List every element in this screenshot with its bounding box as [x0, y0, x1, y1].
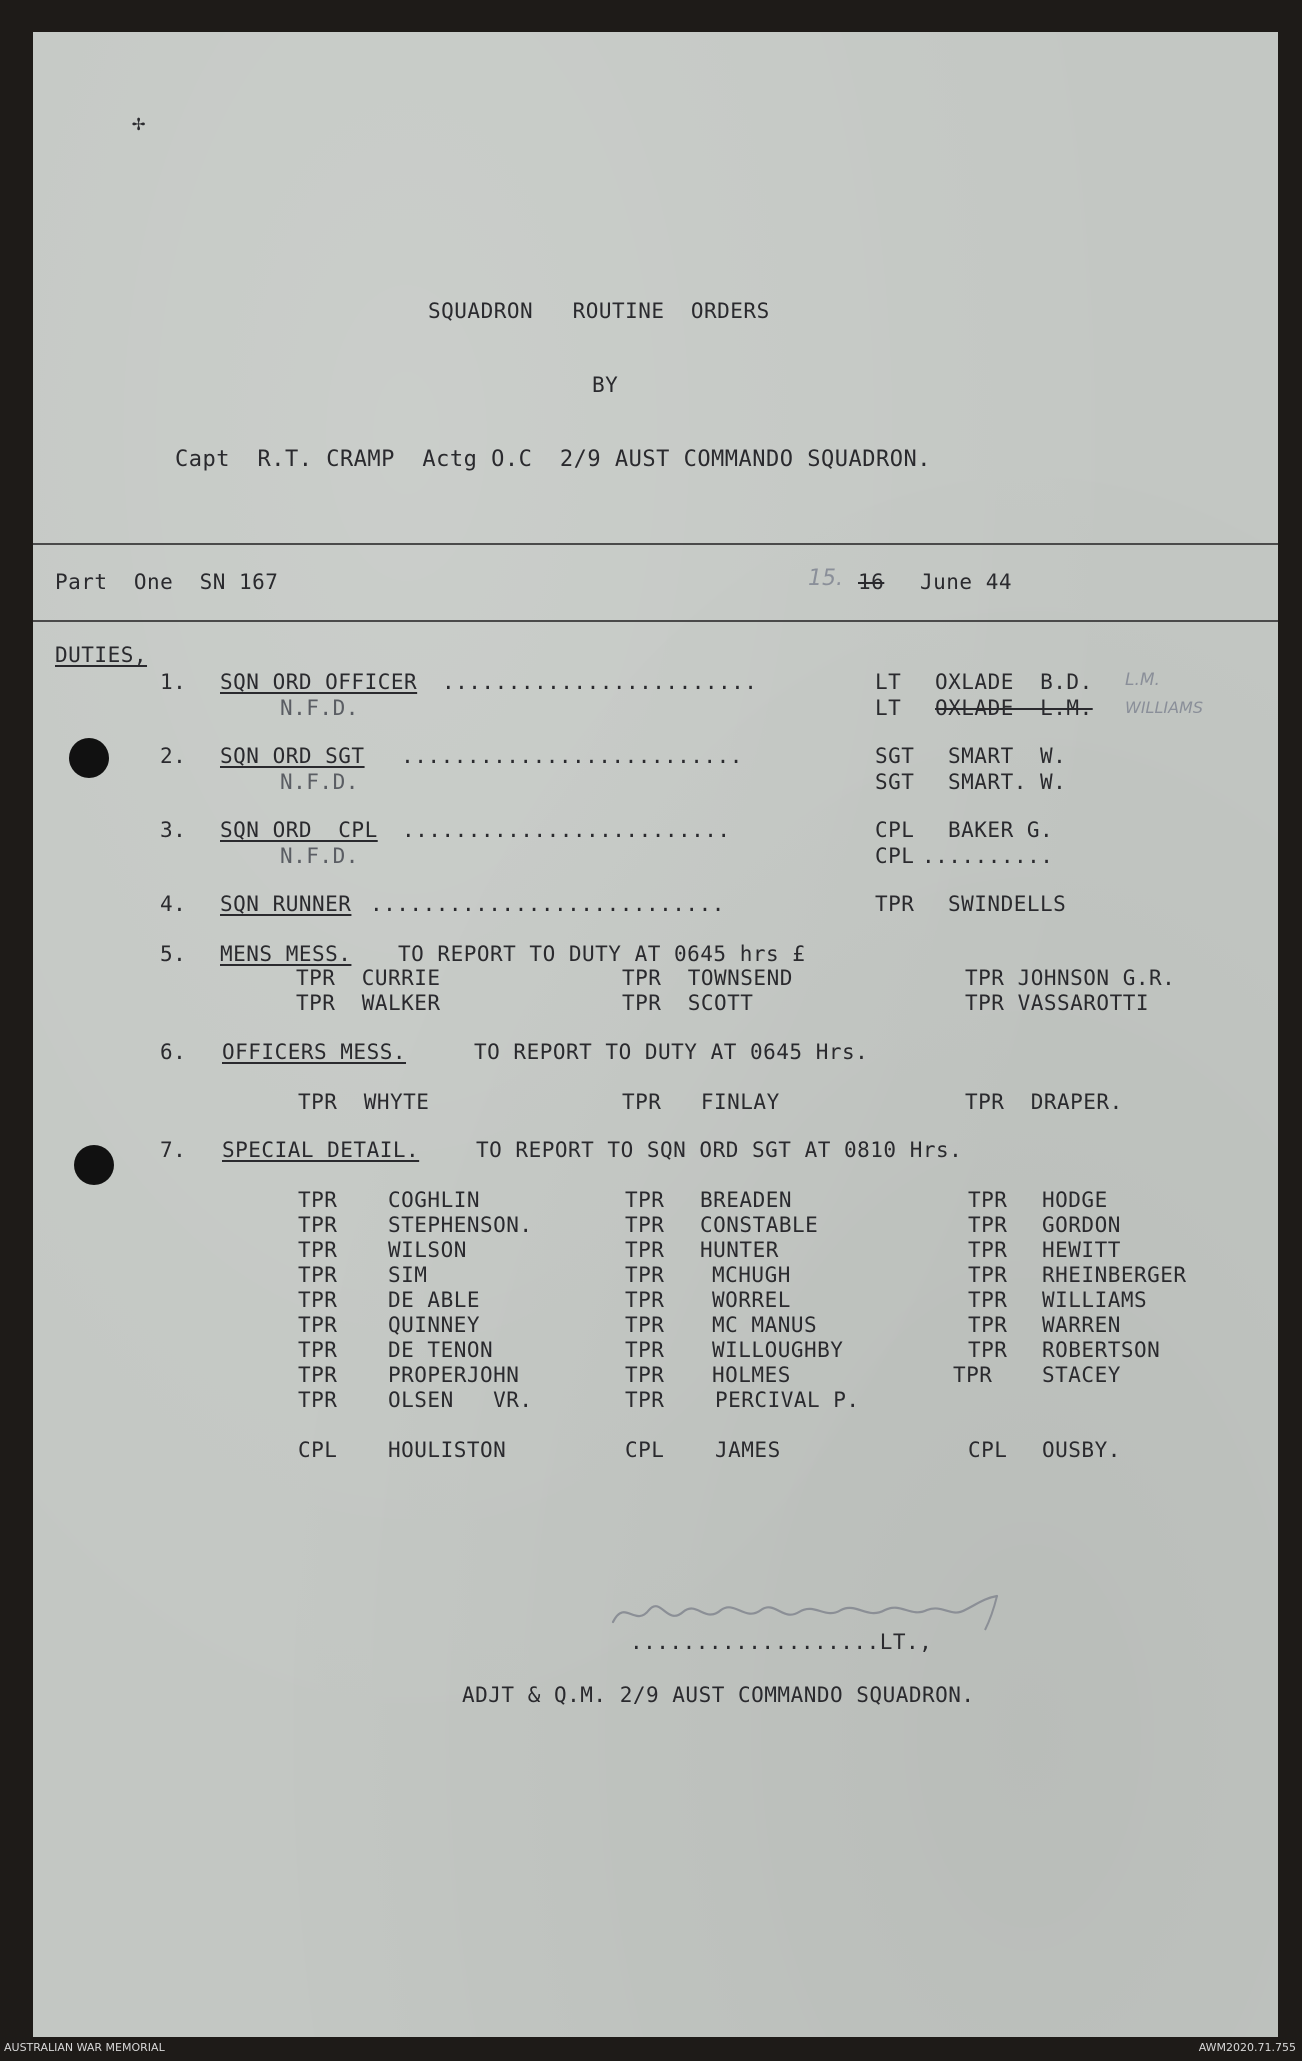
roster-name: CONSTABLE	[700, 1213, 819, 1237]
roster-rank: TPR	[298, 1263, 338, 1287]
signature-line: ...................LT.,	[630, 1630, 933, 1654]
roster-rank: TPR	[625, 1388, 665, 1412]
duties-heading: DUTIES,	[55, 643, 148, 667]
duty-number: 2.	[160, 744, 187, 768]
punch-hole	[74, 1145, 114, 1185]
roster-name: WILLOUGHBY	[712, 1338, 844, 1362]
roster-rank: TPR	[625, 1263, 665, 1287]
nfd-label: N.F.D.	[280, 696, 359, 720]
duty-instruction: TO REPORT TO DUTY AT 0645 hrs £	[398, 942, 806, 966]
nfd-rank: LT	[875, 696, 902, 720]
roster-name: MC MANUS	[712, 1313, 818, 1337]
roster-rank: TPR	[298, 1388, 338, 1412]
roster-name: WILLIAMS	[1042, 1288, 1148, 1312]
roster-rank: TPR	[298, 1288, 338, 1312]
roster-rank: TPR	[968, 1238, 1008, 1262]
nfd-rank: CPL	[875, 844, 915, 868]
roster-rank: TPR	[625, 1363, 665, 1387]
nfd-name: SMART. W.	[948, 770, 1067, 794]
duty-title: MENS MESS.	[220, 942, 352, 966]
signatory-title: ADJT & Q.M. 2/9 AUST COMMANDO SQUADRON.	[462, 1683, 975, 1707]
roster-name: DE ABLE	[388, 1288, 481, 1312]
roster-rank: TPR	[298, 1213, 338, 1237]
duty-title: SQN ORD OFFICER	[220, 670, 418, 694]
roster-rank: TPR	[625, 1213, 665, 1237]
duty-number: 6.	[160, 1040, 187, 1064]
punch-hole	[69, 738, 109, 778]
roster-entry: TPR VASSAROTTI	[965, 991, 1150, 1015]
roster-name: BREADEN	[700, 1188, 793, 1212]
roster-name: STEPHENSON.	[388, 1213, 533, 1237]
roster-name: HOLMES	[712, 1363, 791, 1387]
roster-entry: TPR FINLAY	[622, 1090, 780, 1114]
header-rule-top	[33, 543, 1278, 545]
duty-leader-dots: ........................	[442, 670, 758, 694]
roster-name: HUNTER	[700, 1238, 779, 1262]
duty-title: SQN RUNNER	[220, 892, 352, 916]
roster-rank: CPL	[968, 1438, 1008, 1462]
nfd-label: N.F.D.	[280, 844, 359, 868]
roster-rank: TPR	[298, 1338, 338, 1362]
roster-name: COGHLIN	[388, 1188, 481, 1212]
roster-rank: TPR	[298, 1188, 338, 1212]
duty-rank: LT	[875, 670, 902, 694]
duty-leader-dots: ...........................	[370, 892, 725, 916]
roster-name: SIM	[388, 1263, 428, 1287]
duty-title: OFFICERS MESS.	[222, 1040, 407, 1064]
nfd-name-struck: OXLADE L.M.	[935, 696, 1093, 720]
handwritten-date: 15.	[808, 566, 843, 591]
roster-name: PERCIVAL P.	[715, 1388, 860, 1412]
duty-name: BAKER G.	[948, 818, 1054, 842]
roster-name: OUSBY.	[1042, 1438, 1121, 1462]
duty-instruction: TO REPORT TO DUTY AT 0645 Hrs.	[474, 1040, 869, 1064]
roster-rank: TPR	[298, 1238, 338, 1262]
roster-rank: TPR	[968, 1188, 1008, 1212]
duty-title: SPECIAL DETAIL.	[222, 1138, 420, 1162]
roster-rank: TPR	[298, 1363, 338, 1387]
struck-date: 16	[858, 570, 885, 594]
roster-rank: TPR	[625, 1338, 665, 1362]
duty-name: SMART W.	[948, 744, 1067, 768]
roster-name: WORREL	[712, 1288, 791, 1312]
duty-rank: TPR	[875, 892, 915, 916]
document-page	[33, 32, 1278, 2037]
roster-rank: TPR	[298, 1313, 338, 1337]
duty-number: 1.	[160, 670, 187, 694]
duty-number: 7.	[160, 1138, 187, 1162]
duty-leader-dots: ..........................	[388, 744, 743, 768]
roster-name: HOULISTON	[388, 1438, 507, 1462]
duty-number: 4.	[160, 892, 187, 916]
roster-name: ROBERTSON	[1042, 1338, 1161, 1362]
roster-name: HEWITT	[1042, 1238, 1121, 1262]
duty-title: SQN ORD SGT	[220, 744, 365, 768]
roster-entry: TPR CURRIE	[296, 966, 441, 990]
archive-reference: AWM2020.71.755	[1198, 2041, 1296, 2054]
roster-name: QUINNEY	[388, 1313, 481, 1337]
roster-entry: TPR WHYTE	[298, 1090, 430, 1114]
roster-rank: CPL	[625, 1438, 665, 1462]
handwritten-initials: L.M.	[1125, 670, 1160, 690]
duty-rank: SGT	[875, 744, 915, 768]
duty-number: 5.	[160, 942, 187, 966]
roster-rank: TPR	[968, 1313, 1008, 1337]
part-number: Part One SN 167	[55, 570, 279, 594]
roster-entry: TPR TOWNSEND	[622, 966, 793, 990]
roster-rank: TPR	[625, 1288, 665, 1312]
duty-title: SQN ORD CPL	[220, 818, 378, 842]
duty-name: SWINDELLS	[948, 892, 1067, 916]
roster-rank: TPR	[968, 1288, 1008, 1312]
roster-entry: TPR DRAPER.	[965, 1090, 1123, 1114]
corner-mark: ✢	[132, 111, 146, 136]
roster-entry: TPR WALKER	[296, 991, 441, 1015]
document-title: SQUADRON ROUTINE ORDERS	[428, 299, 770, 323]
issuer-line: Capt R.T. CRAMP Actg O.C 2/9 AUST COMMANDO SQUADRON.	[175, 447, 931, 472]
roster-rank: TPR	[968, 1263, 1008, 1287]
roster-name: DE TENON	[388, 1338, 494, 1362]
roster-entry: TPR SCOTT	[622, 991, 754, 1015]
roster-rank: TPR	[625, 1238, 665, 1262]
handwritten-signature	[605, 1588, 1050, 1636]
roster-entry: TPR JOHNSON G.R.	[965, 966, 1176, 990]
duty-name: OXLADE B.D.	[935, 670, 1093, 694]
duty-number: 3.	[160, 818, 187, 842]
date-month-year: June 44	[920, 570, 1013, 594]
roster-rank: TPR	[968, 1338, 1008, 1362]
roster-name: JAMES	[715, 1438, 781, 1462]
by-line: BY	[592, 373, 619, 397]
roster-name: OLSEN VR.	[388, 1388, 533, 1412]
duty-leader-dots: .........................	[402, 818, 731, 842]
roster-rank: CPL	[298, 1438, 338, 1462]
duty-rank: CPL	[875, 818, 915, 842]
roster-name: GORDON	[1042, 1213, 1121, 1237]
roster-rank: TPR	[625, 1188, 665, 1212]
roster-name: WARREN	[1042, 1313, 1121, 1337]
nfd-name: ..........	[922, 844, 1054, 868]
roster-name: WILSON	[388, 1238, 467, 1262]
roster-rank: TPR	[625, 1313, 665, 1337]
archive-credit: AUSTRALIAN WAR MEMORIAL	[4, 2041, 165, 2054]
duty-instruction: TO REPORT TO SQN ORD SGT AT 0810 Hrs.	[476, 1138, 963, 1162]
roster-name: PROPERJOHN	[388, 1363, 520, 1387]
roster-name: STACEY	[1042, 1363, 1121, 1387]
roster-rank: TPR	[968, 1213, 1008, 1237]
roster-name: RHEINBERGER	[1042, 1263, 1187, 1287]
roster-name: MCHUGH	[712, 1263, 791, 1287]
roster-name: HODGE	[1042, 1188, 1108, 1212]
handwritten-replacement-name: WILLIAMS	[1125, 698, 1203, 717]
roster-rank: TPR	[953, 1363, 993, 1387]
nfd-label: N.F.D.	[280, 770, 359, 794]
nfd-rank: SGT	[875, 770, 915, 794]
header-rule-bottom	[33, 620, 1278, 622]
